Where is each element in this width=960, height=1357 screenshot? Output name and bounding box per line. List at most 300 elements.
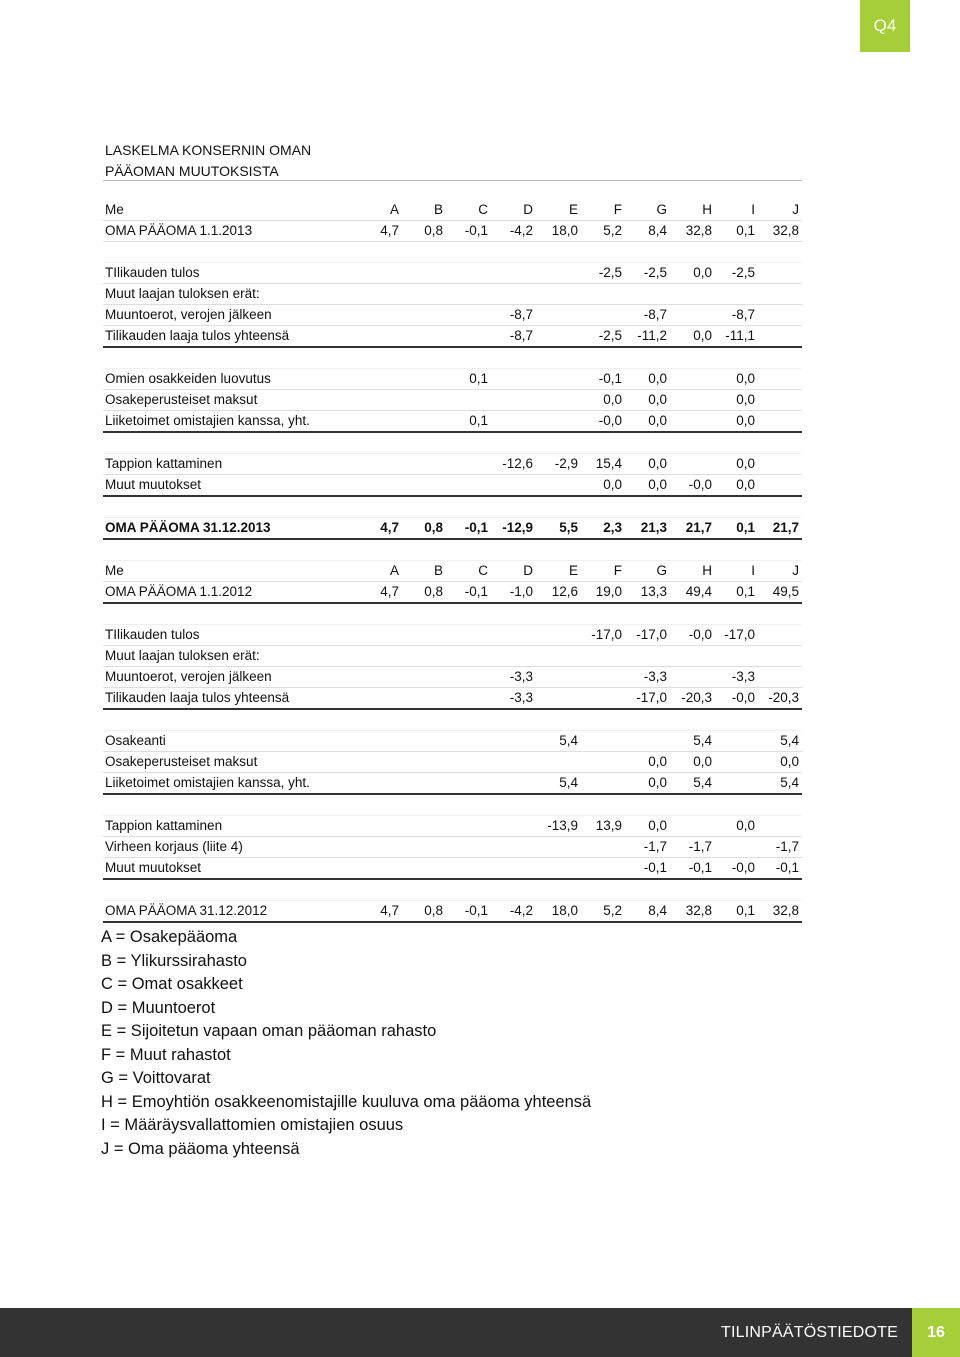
row-label [103,432,357,454]
cell-value: -13,9 [536,816,581,837]
cell-value: G [625,200,670,221]
cell-value [402,284,446,305]
cell-value: 0,1 [446,411,491,433]
cell-value [758,879,802,901]
cell-value [758,794,802,816]
cell-value [758,496,802,518]
cell-value [670,242,715,263]
cell-value: -4,2 [491,221,536,242]
cell-value: 21,7 [758,518,802,540]
cell-value [491,773,536,795]
table-row [103,773,802,795]
cell-value: 0,0 [625,816,670,837]
cell-value [625,603,670,625]
cell-value [581,603,625,625]
cell-value [536,263,581,284]
cell-value [402,475,446,497]
cell-value [402,263,446,284]
cell-value: 0,8 [402,901,446,923]
cell-value [357,667,402,688]
cell-value [446,305,491,326]
cell-value [758,816,802,837]
row-label: TIlikauden tulos [103,625,357,646]
legend-item: F = Muut rahastot [101,1045,231,1064]
cell-value [715,773,758,795]
cell-value [491,475,536,497]
column-legend [101,926,591,1161]
cell-value [758,432,802,454]
cell-value [536,879,581,901]
cell-value: 0,1 [715,582,758,604]
cell-value [670,709,715,731]
cell-value [581,752,625,773]
cell-value: 0,0 [581,390,625,411]
cell-value [357,496,402,518]
cell-value: -11,1 [715,326,758,348]
cell-value: -8,7 [491,305,536,326]
cell-value: -17,0 [715,625,758,646]
cell-value [670,305,715,326]
table-row [103,200,802,221]
cell-value [625,879,670,901]
cell-value [402,731,446,752]
cell-value [625,646,670,667]
row-label: OMA PÄÄOMA 31.12.2012 [103,901,357,923]
table-row [103,347,802,369]
legend-item: G = Voittovarat [101,1069,211,1087]
cell-value [491,496,536,518]
cell-value: F [581,200,625,221]
row-label: Tappion kattaminen [103,454,357,475]
cell-value [625,539,670,561]
cell-value [536,432,581,454]
row-label: Tappion kattaminen [103,816,357,837]
cell-value: 0,0 [758,752,802,773]
legend-item: C = Omat osakkeet [101,975,243,993]
cell-value: -0,1 [446,582,491,604]
footer-label: TILINPÄÄTÖSTIEDOTE [721,1324,898,1341]
cell-value [536,475,581,497]
cell-value [402,709,446,731]
cell-value [402,539,446,561]
cell-value [536,496,581,518]
cell-value: -20,3 [670,688,715,710]
cell-value [536,794,581,816]
cell-value [670,496,715,518]
cell-value: 2,3 [581,518,625,540]
cell-value [357,709,402,731]
cell-value [536,625,581,646]
cell-value: -3,3 [491,688,536,710]
page-footer [0,1308,960,1357]
table-row [103,369,802,390]
cell-value [581,858,625,880]
row-label: Muut laajan tuloksen erät: [103,646,357,667]
cell-value [581,731,625,752]
cell-value [357,454,402,475]
cell-value [357,326,402,348]
row-label: Osakeanti [103,731,357,752]
row-label [103,347,357,369]
cell-value [758,709,802,731]
cell-value [446,432,491,454]
cell-value [536,667,581,688]
cell-value: -0,0 [715,858,758,880]
cell-value [581,539,625,561]
row-label: Tilikauden laaja tulos yhteensä [103,326,357,348]
cell-value [402,411,446,433]
cell-value [357,347,402,369]
cell-value [402,347,446,369]
row-label: OMA PÄÄOMA 1.1.2012 [103,582,357,604]
cell-value [491,752,536,773]
quarter-badge: Q4 [860,0,910,52]
cell-value [581,688,625,710]
cell-value [402,369,446,390]
cell-value: 32,8 [670,901,715,923]
table-row [103,475,802,497]
cell-value [758,369,802,390]
row-label [103,709,357,731]
cell-value: 0,0 [625,369,670,390]
cell-value: -8,7 [491,326,536,348]
cell-value [536,858,581,880]
cell-value: -1,7 [625,837,670,858]
cell-value [758,242,802,263]
cell-value: 5,2 [581,221,625,242]
cell-value [357,411,402,433]
cell-value [715,646,758,667]
cell-value: 21,7 [670,518,715,540]
cell-value [446,242,491,263]
cell-value: C [446,561,491,582]
cell-value: 18,0 [536,221,581,242]
cell-value: -20,3 [758,688,802,710]
row-label: TIlikauden tulos [103,263,357,284]
cell-value [446,752,491,773]
table-row [103,263,802,284]
cell-value: -17,0 [581,625,625,646]
cell-value [715,752,758,773]
cell-value: -1,0 [491,582,536,604]
cell-value [581,709,625,731]
cell-value [402,773,446,795]
cell-value: 0,0 [715,475,758,497]
cell-value: 0,8 [402,221,446,242]
cell-value [446,347,491,369]
cell-value: 13,3 [625,582,670,604]
cell-value [715,242,758,263]
table-row [103,496,802,518]
cell-value [402,667,446,688]
cell-value: 0,0 [670,263,715,284]
legend-item: H = Emoyhtiön osakkeenomistajille kuuluva oma pääoma yhteensä [101,1092,592,1111]
cell-value [581,879,625,901]
cell-value [491,625,536,646]
table-row [103,731,802,752]
cell-value [357,625,402,646]
cell-value [446,496,491,518]
cell-value: -0,1 [670,858,715,880]
cell-value: 0,0 [670,752,715,773]
cell-value [446,688,491,710]
cell-value [758,625,802,646]
cell-value [357,837,402,858]
cell-value: G [625,561,670,582]
cell-value [402,326,446,348]
cell-value [625,794,670,816]
cell-value [491,432,536,454]
cell-value: 8,4 [625,901,670,923]
equity-changes-table [103,200,802,923]
row-label: Virheen korjaus (liite 4) [103,837,357,858]
row-label: Muut laajan tuloksen erät: [103,284,357,305]
cell-value [758,454,802,475]
cell-value [625,496,670,518]
cell-value [491,731,536,752]
cell-value [670,454,715,475]
cell-value: H [670,561,715,582]
row-label [103,496,357,518]
cell-value [715,837,758,858]
table-row [103,454,802,475]
cell-value [357,603,402,625]
cell-value [491,369,536,390]
cell-value [357,305,402,326]
cell-value [402,816,446,837]
legend-item: I = Määräysvallattomien omistajien osuus [101,1116,404,1134]
cell-value: 0,1 [715,901,758,923]
table-row [103,242,802,263]
cell-value [581,284,625,305]
cell-value [357,390,402,411]
cell-value [536,709,581,731]
cell-value [357,263,402,284]
cell-value: 5,4 [536,731,581,752]
cell-value: 0,0 [625,752,670,773]
table-row [103,794,802,816]
cell-value [491,284,536,305]
cell-value: -0,1 [446,901,491,923]
cell-value [491,390,536,411]
table-body [103,200,802,922]
table-row [103,561,802,582]
cell-value [536,603,581,625]
cell-value: 0,0 [715,411,758,433]
row-label [103,603,357,625]
row-label: Osakeperusteiset maksut [103,752,357,773]
table-row [103,625,802,646]
cell-value: 0,0 [625,773,670,795]
cell-value: J [758,200,802,221]
table-row [103,667,802,688]
row-label: OMA PÄÄOMA 31.12.2013 [103,518,357,540]
cell-value [758,284,802,305]
cell-value [758,539,802,561]
cell-value [357,242,402,263]
cell-value: -0,0 [670,625,715,646]
cell-value [581,794,625,816]
cell-value: I [715,561,758,582]
cell-value [536,752,581,773]
page-title [105,140,405,182]
table-row [103,901,802,923]
cell-value [670,411,715,433]
cell-value: J [758,561,802,582]
cell-value [581,837,625,858]
table-row [103,305,802,326]
cell-value [536,305,581,326]
cell-value [536,347,581,369]
row-label: Muut muutokset [103,475,357,497]
cell-value [446,858,491,880]
cell-value [357,475,402,497]
cell-value [581,432,625,454]
cell-value [446,794,491,816]
cell-value: 5,4 [670,773,715,795]
cell-value: 21,3 [625,518,670,540]
cell-value: 0,0 [581,475,625,497]
cell-value [670,646,715,667]
legend-item: B = Ylikurssirahasto [101,951,247,970]
cell-value [357,731,402,752]
row-label: Me [103,561,357,582]
cell-value: 0,1 [715,221,758,242]
cell-value [625,731,670,752]
cell-value [536,390,581,411]
cell-value [402,646,446,667]
cell-value: 0,0 [715,454,758,475]
cell-value: 49,4 [670,582,715,604]
cell-value [491,242,536,263]
cell-value: -12,9 [491,518,536,540]
cell-value [446,646,491,667]
cell-value [625,242,670,263]
cell-value [491,794,536,816]
cell-value [402,305,446,326]
cell-value: 32,8 [758,901,802,923]
row-label: Liiketoimet omistajien kanssa, yht. [103,773,357,795]
row-label: Tilikauden laaja tulos yhteensä [103,688,357,710]
cell-value: -11,2 [625,326,670,348]
cell-value [491,646,536,667]
cell-value: -0,0 [581,411,625,433]
cell-value: 0,0 [670,326,715,348]
cell-value [581,305,625,326]
cell-value: 49,5 [758,582,802,604]
cell-value [715,709,758,731]
legend-item: E = Sijoitetun vapaan oman pääoman rahasto [101,1022,437,1040]
cell-value [446,539,491,561]
cell-value [625,432,670,454]
cell-value [625,347,670,369]
cell-value: -0,1 [625,858,670,880]
cell-value [446,709,491,731]
cell-value [357,688,402,710]
cell-value [357,816,402,837]
cell-value: -0,0 [715,688,758,710]
cell-value [446,263,491,284]
cell-value [491,539,536,561]
cell-value: C [446,200,491,221]
cell-value [491,816,536,837]
cell-value [536,284,581,305]
cell-value [446,667,491,688]
cell-value: -2,9 [536,454,581,475]
cell-value: -2,5 [715,263,758,284]
cell-value [625,284,670,305]
cell-value [402,454,446,475]
cell-value [536,646,581,667]
cell-value [758,263,802,284]
row-label: Osakeperusteiset maksut [103,390,357,411]
cell-value [402,390,446,411]
cell-value [581,496,625,518]
cell-value [715,496,758,518]
title-line: LASKELMA KONSERNIN OMAN [105,142,312,158]
cell-value [758,390,802,411]
cell-value [536,837,581,858]
cell-value: D [491,561,536,582]
cell-value: D [491,200,536,221]
cell-value: 0,1 [446,369,491,390]
cell-value [446,603,491,625]
cell-value [357,858,402,880]
cell-value: E [536,561,581,582]
cell-value [491,837,536,858]
table-row [103,390,802,411]
cell-value: 0,0 [625,475,670,497]
cell-value [715,794,758,816]
cell-value [402,625,446,646]
cell-value [715,432,758,454]
cell-value [491,603,536,625]
title-divider [103,180,802,181]
row-label: Muuntoerot, verojen jälkeen [103,305,357,326]
row-label: Muuntoerot, verojen jälkeen [103,667,357,688]
cell-value [670,284,715,305]
cell-value: 8,4 [625,221,670,242]
cell-value [670,369,715,390]
cell-value [446,284,491,305]
table-row [103,709,802,731]
cell-value [536,326,581,348]
cell-value: F [581,561,625,582]
cell-value [402,496,446,518]
cell-value [446,879,491,901]
cell-value [758,603,802,625]
cell-value: -0,1 [581,369,625,390]
cell-value: 32,8 [670,221,715,242]
cell-value [581,242,625,263]
cell-value [446,326,491,348]
cell-value: -17,0 [625,625,670,646]
cell-value: 15,4 [581,454,625,475]
cell-value: 0,0 [625,411,670,433]
cell-value [670,539,715,561]
cell-value: A [357,200,402,221]
cell-value: A [357,561,402,582]
row-label [103,539,357,561]
cell-value: -2,5 [581,326,625,348]
cell-value: B [402,561,446,582]
cell-value: 0,0 [715,816,758,837]
cell-value [402,688,446,710]
cell-value [536,411,581,433]
cell-value [446,390,491,411]
cell-value [670,794,715,816]
cell-value [758,326,802,348]
